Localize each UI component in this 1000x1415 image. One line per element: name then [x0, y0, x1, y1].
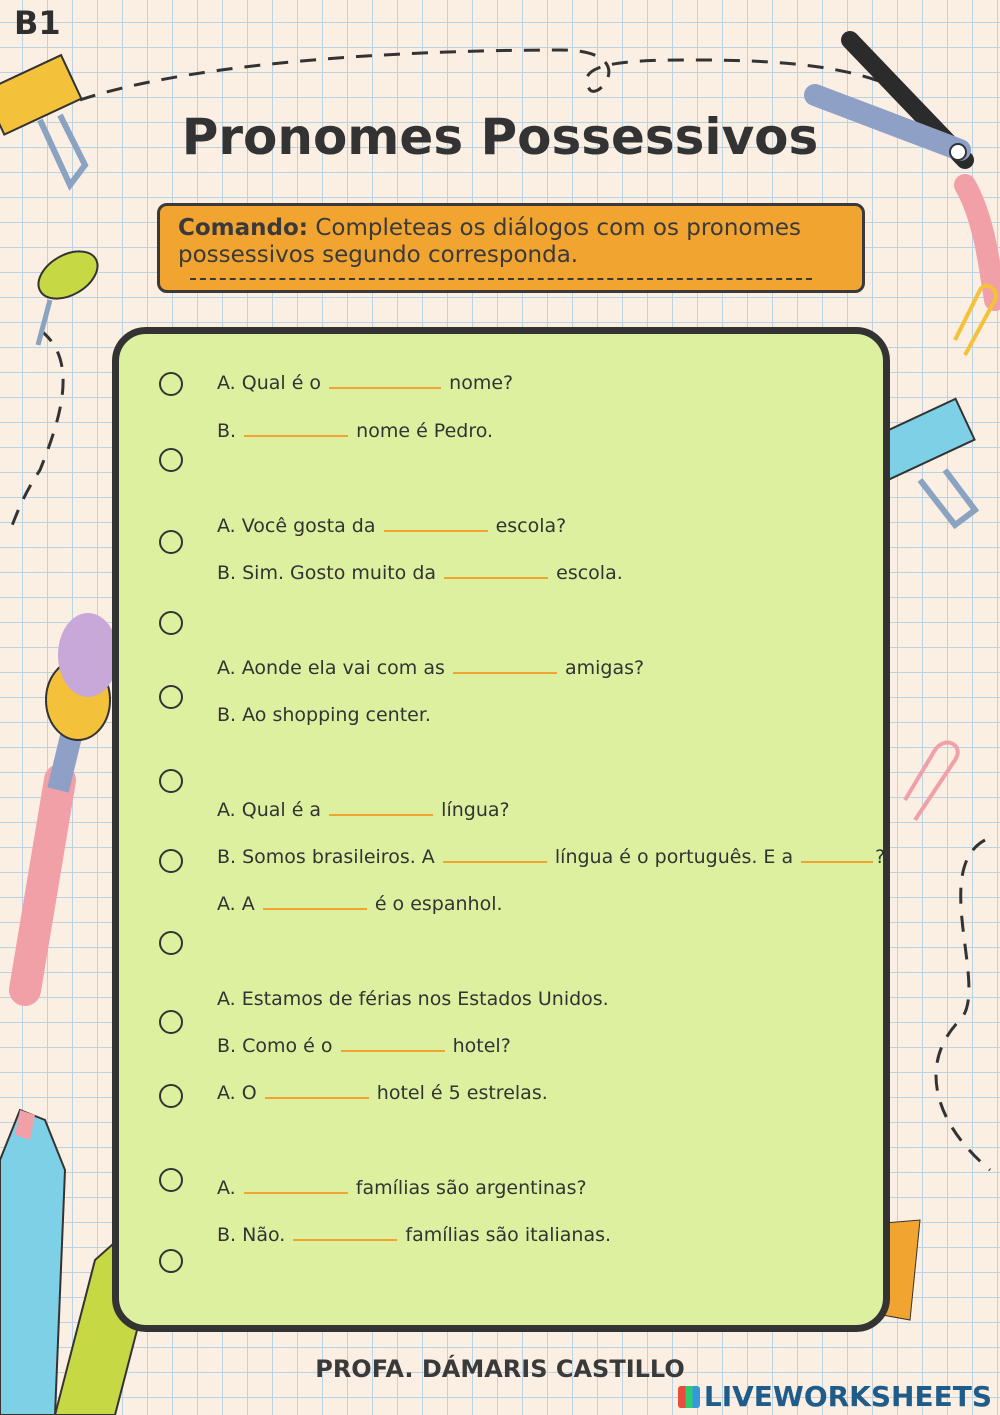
- dialogue-text: A.: [217, 1177, 242, 1199]
- dialogue-text: escola?: [489, 515, 567, 537]
- dialogue-line: [217, 799, 510, 821]
- dialogue-text: famílias são argentinas?: [349, 1177, 587, 1199]
- dialogue-text: é o espanhol.: [368, 893, 503, 915]
- answer-blank[interactable]: [263, 894, 367, 910]
- answer-circle[interactable]: [159, 1249, 183, 1273]
- level-label: B1: [14, 4, 61, 42]
- dialogue-text: B.: [217, 420, 243, 442]
- instruction-divider: [190, 278, 812, 280]
- answer-circle[interactable]: [159, 769, 183, 793]
- brand-text: LIVEWORKSHEETS: [703, 1380, 992, 1413]
- dialogue-text: A. Qual é a: [217, 799, 328, 821]
- answer-blank[interactable]: [244, 421, 348, 437]
- dialogue-text: escola.: [550, 562, 623, 584]
- paperclip-icon: [905, 743, 958, 820]
- push-pin-icon: [30, 242, 105, 345]
- instruction-label: Comando:: [178, 215, 309, 241]
- answer-circle[interactable]: [159, 931, 183, 955]
- answer-blank[interactable]: [293, 1225, 397, 1241]
- answer-circle[interactable]: [159, 530, 183, 554]
- answer-circle[interactable]: [159, 849, 183, 873]
- answer-circle[interactable]: [159, 1010, 183, 1034]
- answer-circle[interactable]: [159, 1168, 183, 1192]
- dialogue-line: [217, 704, 431, 726]
- dialogue-line: [217, 988, 609, 1010]
- dialogue-text: amigas?: [558, 657, 645, 679]
- dialogue-line: [217, 1177, 587, 1199]
- dialogue-text: A. Estamos de férias nos Estados Unidos.: [217, 988, 609, 1010]
- answer-circle[interactable]: [159, 448, 183, 472]
- page-title: Pronomes Possessivos: [181, 108, 819, 166]
- paint-brush-icon: [25, 613, 118, 990]
- dialogue-line: [217, 657, 644, 679]
- dialogue-text: hotel é 5 estrelas.: [370, 1082, 548, 1104]
- answer-blank[interactable]: [265, 1083, 369, 1099]
- dialogue-text: A. A: [217, 893, 261, 915]
- dialogue-text: B. Somos brasileiros. A: [217, 846, 441, 868]
- dialogue-line: [217, 372, 513, 394]
- answer-circle[interactable]: [159, 372, 183, 396]
- dialogue-text: A. Você gosta da: [217, 515, 382, 537]
- dialogue-text: famílias são italianas.: [399, 1224, 612, 1246]
- instruction-text: Completeas os diálogos com os pronomes possessivos segundo corresponda.: [178, 215, 802, 268]
- dialogue-line: [217, 893, 503, 915]
- dialogue-text: língua é o português. E a: [548, 846, 800, 868]
- dialogue-text: ?: [875, 846, 886, 868]
- answer-blank[interactable]: [384, 516, 488, 532]
- dialogue-text: B. Não.: [217, 1224, 292, 1246]
- brand-logo: [678, 1380, 992, 1413]
- answer-blank[interactable]: [244, 1178, 348, 1194]
- dialogue-text: nome?: [443, 372, 514, 394]
- dialogue-text: A. Qual é o: [217, 372, 328, 394]
- dialogue-text: A. Aonde ela vai com as: [217, 657, 451, 679]
- dialogue-text: B. Sim. Gosto muito da: [217, 562, 443, 584]
- dialogue-line: [217, 846, 885, 868]
- dialogue-line: [217, 1035, 511, 1057]
- dialogue-line: [217, 515, 566, 537]
- answer-blank[interactable]: [329, 373, 441, 389]
- dialogue-line: [217, 1224, 611, 1246]
- answer-circle[interactable]: [159, 611, 183, 635]
- answer-blank[interactable]: [443, 847, 547, 863]
- author-footer: PROFA. DÁMARIS CASTILLO: [315, 1355, 685, 1383]
- dialogue-line: [217, 562, 623, 584]
- dialogue-line: [217, 1082, 548, 1104]
- instruction-box: [157, 203, 865, 293]
- answer-blank[interactable]: [801, 847, 873, 863]
- dialogue-line: [217, 420, 493, 442]
- answer-circle[interactable]: [159, 1084, 183, 1108]
- dialogue-text: A. O: [217, 1082, 263, 1104]
- dialogue-text: nome é Pedro.: [350, 420, 494, 442]
- answer-blank[interactable]: [341, 1036, 445, 1052]
- dialogue-text: B. Ao shopping center.: [217, 704, 431, 726]
- answer-blank[interactable]: [453, 658, 557, 674]
- dialogue-text: B. Como é o: [217, 1035, 339, 1057]
- dialogue-text: língua?: [435, 799, 510, 821]
- brand-icon: [678, 1386, 700, 1408]
- dialogue-text: hotel?: [446, 1035, 511, 1057]
- answer-blank[interactable]: [444, 563, 548, 579]
- answer-circle[interactable]: [159, 685, 183, 709]
- answer-blank[interactable]: [329, 800, 433, 816]
